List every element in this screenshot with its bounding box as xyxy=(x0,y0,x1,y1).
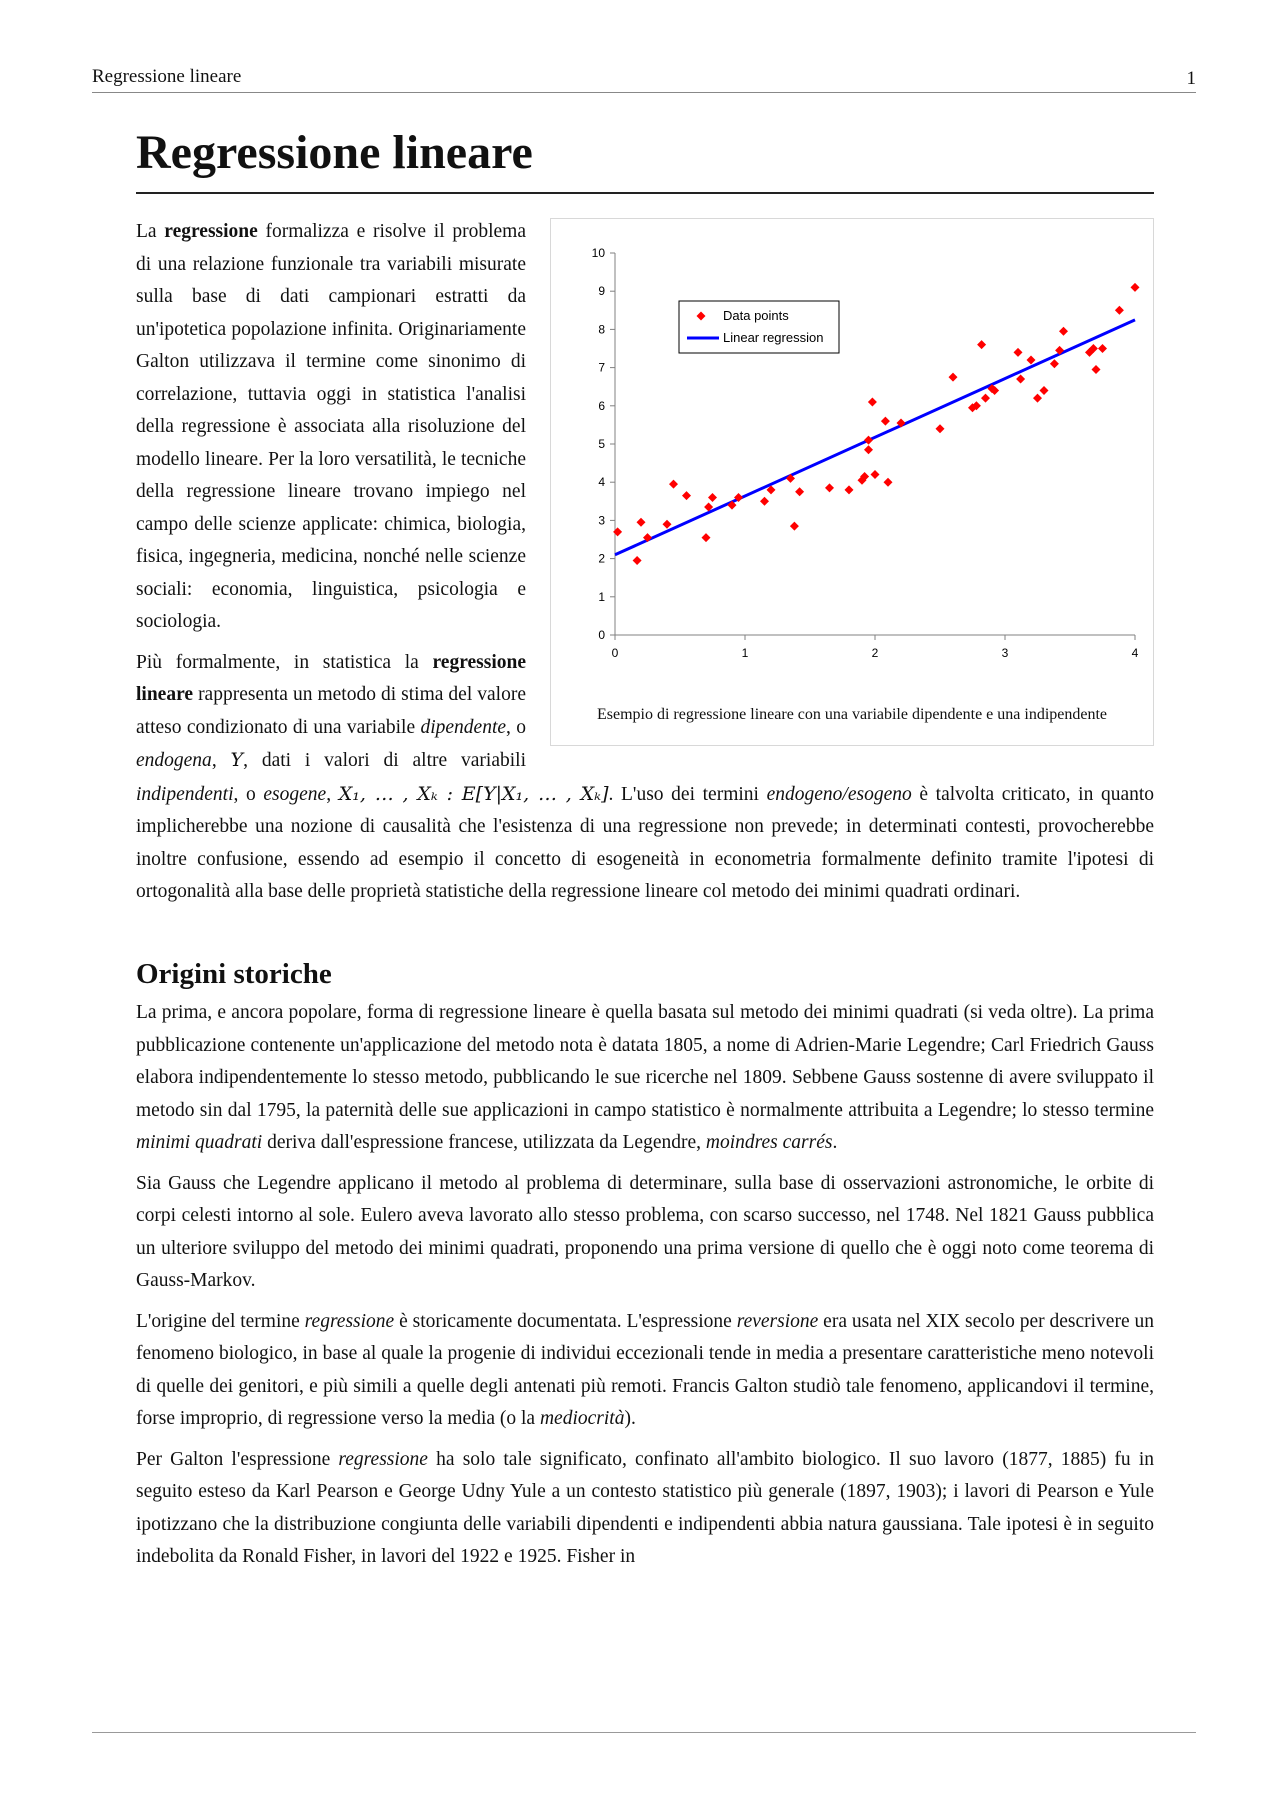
figure-caption: Esempio di regressione lineare con una variabile dipendente e una indipendente xyxy=(596,706,1108,724)
data-point xyxy=(1059,327,1068,336)
data-point xyxy=(682,491,691,500)
y-tick-label: 8 xyxy=(598,322,605,337)
data-point xyxy=(663,520,672,529)
y-tick-label: 1 xyxy=(598,589,605,604)
page-title: Regressione lineare xyxy=(136,125,1154,194)
data-point xyxy=(1027,356,1036,365)
data-point xyxy=(702,533,711,542)
data-point xyxy=(825,484,834,493)
data-point xyxy=(868,398,877,407)
page-number: 1 xyxy=(1186,68,1196,89)
legend-label-points: Data points xyxy=(723,308,789,324)
data-point xyxy=(637,518,646,527)
footer-rule xyxy=(92,1732,1196,1733)
x-tick-label: 4 xyxy=(1131,646,1139,661)
data-point xyxy=(669,480,678,489)
data-point xyxy=(795,487,804,496)
y-tick-label: 5 xyxy=(598,437,605,452)
data-point xyxy=(936,424,945,433)
running-header xyxy=(92,64,1196,93)
y-tick-label: 7 xyxy=(598,360,605,375)
x-tick-label: 3 xyxy=(1001,646,1009,661)
article-body xyxy=(136,125,1154,1582)
data-point xyxy=(1033,394,1042,403)
data-point xyxy=(1131,283,1140,292)
data-point xyxy=(1115,306,1124,315)
legend-label-line: Linear regression xyxy=(723,330,824,346)
origini-paragraph-3: L'origine del termine regressione è storicamente documentata. L'espressione reversione era usata nel XIX secolo per descrivere un fenomeno biologico, in base al quale la progenie di individui eccezionali tende in media a presentare caratteristiche meno notevoli di quelle dei genitori, e più simili a quelle degli antenati più remoti. Francis Galton studiò tale fenomeno, applicandovi il termine, forse improprio, di regressione verso la media (o la mediocrità). xyxy=(136,1310,1154,1430)
origini-paragraph-1: La prima, e ancora popolare, forma di regressione lineare è quella basata sul metodo dei minimi quadrati (si veda oltre). La prima pubblicazione contenente un'applicazione del metodo nota è datata 1805, a nome di Adrien-Marie Legendre; Carl Friedrich Gauss elabora indipendentemente lo stesso metodo, pubblicando le sue ricerche nel 1809. Sebbene Gauss sostenne di avere sviluppato il metodo sin dal 1795, la paternità delle sue applicazioni in campo statistico è normalmente attribuita a Legendre; lo stesso termine minimi quadrati deriva dall'espressione francese, utilizzata da Legendre, moindres carrés. xyxy=(136,1002,1154,1154)
term-regressione: regressione xyxy=(164,221,258,243)
data-point xyxy=(864,436,873,445)
data-point xyxy=(1040,386,1049,395)
data-point xyxy=(708,493,717,502)
regression-chart xyxy=(555,223,1151,695)
data-point xyxy=(1016,375,1025,384)
math-y: Y xyxy=(230,749,244,772)
data-point xyxy=(1014,348,1023,357)
data-point xyxy=(949,373,958,382)
data-point xyxy=(864,445,873,454)
math-conditional-expectation: X₁, … , Xₖ : E[Y|X₁, … , Xₖ] xyxy=(338,782,609,805)
figure-regression-example xyxy=(550,218,1154,746)
x-tick-label: 1 xyxy=(741,646,749,661)
section-heading-origini-storiche: Origini storiche xyxy=(136,957,332,990)
y-tick-label: 4 xyxy=(598,475,605,490)
data-point xyxy=(977,340,986,349)
x-tick-label: 0 xyxy=(611,646,619,661)
data-point xyxy=(633,556,642,565)
data-point xyxy=(1098,344,1107,353)
data-point xyxy=(884,478,893,487)
origini-paragraph-2: Sia Gauss che Legendre applicano il metodo al problema di determinare, sulla base di osservazioni astronomiche, le orbite di corpi celesti intorno al sole. Eulero aveva lavorato allo stesso problema, con scarso successo, nel 1748. Nel 1821 Gauss pubblica un ulteriore sviluppo del metodo dei minimi quadrati, proponendo una prima versione di quello che è oggi noto come teorema di Gauss-Markov. xyxy=(136,1172,1154,1292)
regression-line xyxy=(615,320,1135,555)
term-regressione-lineare: regressione lineare xyxy=(136,651,526,706)
data-point xyxy=(613,528,622,537)
data-point xyxy=(790,522,799,531)
y-tick-label: 9 xyxy=(598,284,605,299)
y-tick-label: 0 xyxy=(598,628,605,643)
data-point xyxy=(981,394,990,403)
data-point xyxy=(1050,359,1059,368)
y-tick-label: 6 xyxy=(598,398,605,413)
data-point xyxy=(881,417,890,426)
running-header-title: Regressione lineare xyxy=(92,66,242,87)
y-tick-label: 3 xyxy=(598,513,605,528)
intro-paragraph-1: La regressione formalizza e risolve il problema di una relazione funzionale tra variabili misurate sulla base di dati campionari estratti da un'ipotetica popolazione infinita. Originariamente Galton utilizzava il termine come sinonimo di correlazione, tuttavia oggi in statistica l'analisi della regressione è associata alla risoluzione del modello lineare. Per la loro versatilità, le tecniche della regressione lineare trovano impiego nel campo delle scienze applicate: chimica, biologia, fisica, ingegneria, medicina, nonché nelle scienze sociali: economia, linguistica, psicologia e sociologia. xyxy=(136,221,526,633)
intro-paragraph-2: Più formalmente, in statistica la regressione lineare rappresenta un metodo di stima del valore atteso condizionato di una variabile dipendente, o endogena, Y, dati i valori di altre variabili indipendenti, o esogene, X₁, … , Xₖ : E[Y|X₁, … , Xₖ]. L'uso dei termini endogeno/esogeno è talvolta criticato, in quanto implicherebbe una nozione di causalità che l'esistenza di una regressione non prevede; in determinati contesti, provocherebbe inoltre confusione, essendo ad esempio il concetto di esogeneità in econometria formalmente definito tramite l'ipotesi di ortogonalità alla base delle proprietà statistiche della regressione lineare col metodo dei minimi quadrati ordinari. xyxy=(136,651,1155,903)
data-point xyxy=(760,497,769,506)
x-tick-label: 2 xyxy=(871,646,879,661)
y-tick-label: 10 xyxy=(591,246,605,261)
y-tick-label: 2 xyxy=(598,551,605,566)
data-point xyxy=(871,470,880,479)
origini-paragraph-4: Per Galton l'espressione regressione ha solo tale significato, confinato all'ambito biologico. Il suo lavoro (1877, 1885) fu in seguito esteso da Karl Pearson e George Udny Yule a un contesto statistico più generale (1897, 1903); i lavori di Pearson e Yule ipotizzano che la distribuzione congiunta delle variabili dipendenti e indipendenti abbia natura gaussiana. Tale ipotesi è in seguito indebolita da Ronald Fisher, in lavori del 1922 e 1925. Fisher in xyxy=(136,1448,1155,1568)
data-point xyxy=(1092,365,1101,374)
data-point xyxy=(845,486,854,495)
